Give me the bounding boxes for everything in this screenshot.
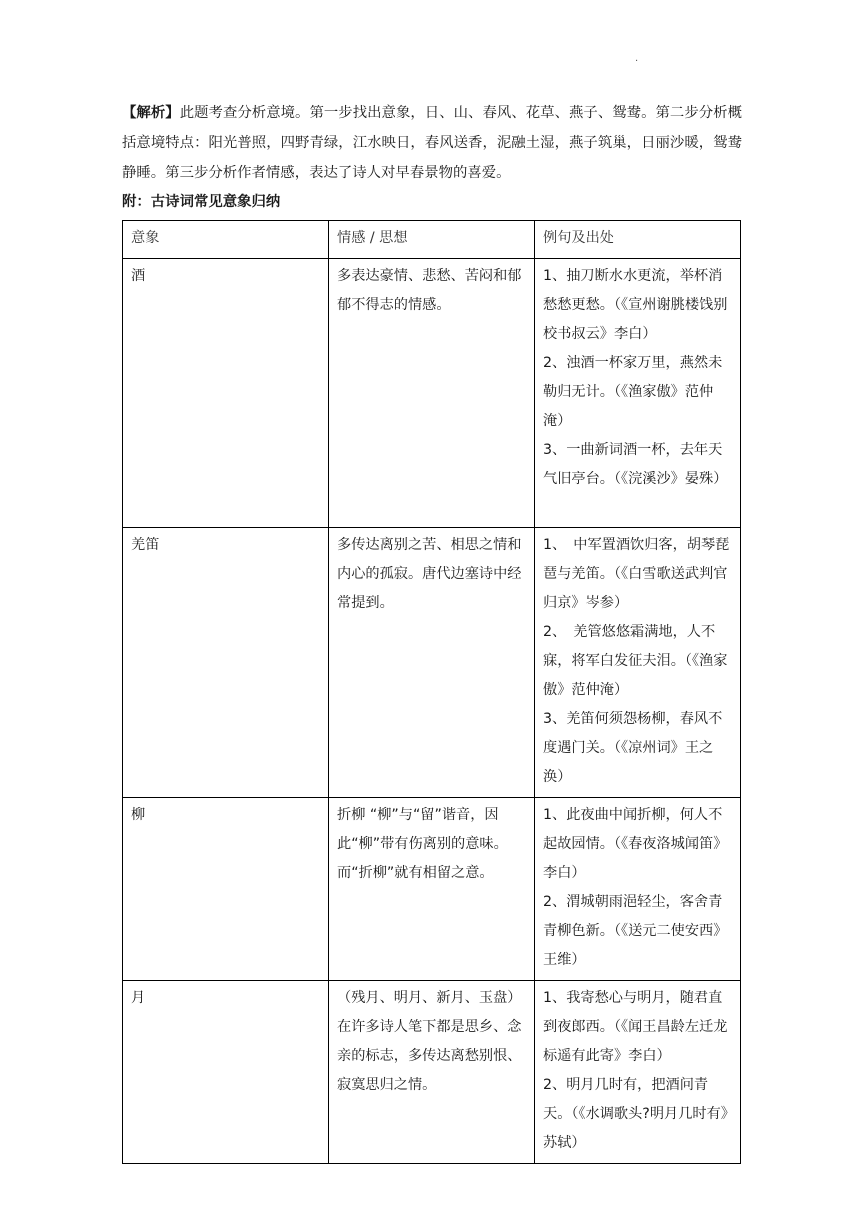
cell-emotion: 多传达离别之苦、相思之情和内心的孤寂。唐代边塞诗中经常提到。 bbox=[329, 528, 535, 798]
example-line: 2、 羌管悠悠霜满地，人不寐，将军白发征夫泪。（《渔家傲》范仲淹） bbox=[543, 624, 728, 698]
example-line: 1、此夜曲中闻折柳，何人不起故园情。（《春夜洛城闻笛》李白） bbox=[543, 807, 728, 881]
table-row bbox=[123, 981, 741, 1164]
corner-mark: . bbox=[635, 53, 639, 64]
cell-examples bbox=[535, 798, 741, 981]
appendix-title: 附：古诗词常见意象归纳 bbox=[122, 194, 281, 210]
example-line: 1、抽刀断水水更流，举杯消愁愁更愁。（《宣州谢朓楼饯别校书叔云》李白） bbox=[543, 268, 728, 342]
cell-emotion: 折柳 “柳”与“留”谐音，因此“柳”带有伤离别的意味。而“折柳”就有相留之意。 bbox=[329, 798, 535, 981]
table-row bbox=[123, 259, 741, 528]
cell-emotion: （残月、明月、新月、玉盘）在许多诗人笔下都是思乡、念亲的标志，多传达离愁别恨、寂寞思归之情。 bbox=[329, 981, 535, 1164]
example-line: 2、明月几时有，把酒问青天。（《水调歌头?明月几时有》苏轼） bbox=[543, 1077, 728, 1151]
table-row bbox=[123, 528, 741, 798]
cell-image: 酒 bbox=[123, 259, 329, 528]
cell-examples bbox=[535, 528, 741, 798]
example-line: 3、羌笛何须怨杨柳，春风不度遇门关。（《凉州词》王之涣） bbox=[543, 711, 723, 785]
header-emotion: 情感 / 思想 bbox=[329, 221, 535, 259]
example-line: 1、我寄愁心与明月，随君直到夜郎西。（《闻王昌龄左迁龙标遥有此寄》李白） bbox=[543, 990, 728, 1064]
example-line: 2、渭城朝雨浥轻尘，客舍青青柳色新。（《送元二使安西》王维） bbox=[543, 894, 728, 968]
cell-image: 月 bbox=[123, 981, 329, 1164]
header-image: 意象 bbox=[123, 221, 329, 259]
header-examples: 例句及出处 bbox=[535, 221, 741, 259]
cell-examples bbox=[535, 981, 741, 1164]
cell-emotion: 多表达豪情、悲愁、苦闷和郁郁不得志的情感。 bbox=[329, 259, 535, 528]
analysis-text: 此题考查分析意境。第一步找出意象，日、山、春风、花草、燕子、鸳鸯。第二步分析概括意境特点：阳光普照，四野青绿，江水映日，春风送香，泥融土湿，燕子筑巢，日丽沙暖，鸳鸯静睡。第三步分析作者情感，表达了诗人对早春景物的喜爱。 bbox=[122, 105, 742, 181]
analysis-paragraph bbox=[122, 98, 742, 188]
cell-image: 柳 bbox=[123, 798, 329, 981]
imagery-table bbox=[122, 220, 741, 1164]
analysis-label: 【解析】 bbox=[122, 105, 180, 121]
cell-examples bbox=[535, 259, 741, 528]
table-row bbox=[123, 798, 741, 981]
example-line: 2、浊酒一杯家万里，燕然未勒归无计。（《渔家傲》范仲淹） bbox=[543, 355, 723, 429]
cell-image: 羌笛 bbox=[123, 528, 329, 798]
example-line: 3、一曲新词酒一杯，去年天气旧亭台。（《浣溪沙》晏殊） bbox=[543, 442, 728, 487]
table-header-row bbox=[123, 221, 741, 259]
example-line: 1、 中军置酒饮归客，胡琴琵琶与羌笛。（《白雪歌送武判官归京》岑参） bbox=[543, 537, 730, 611]
